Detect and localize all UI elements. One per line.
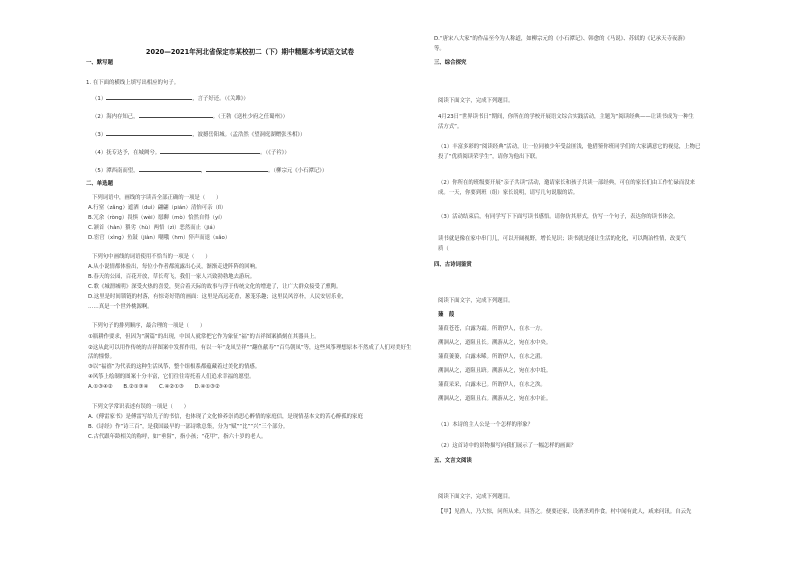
question-4-options[interactable]: A.①③④② B.②①③④ C.④②①③ D.④①③②	[88, 384, 220, 390]
question-5-option-a[interactable]: A.《傅雷家书》是傅雷写给儿子的书信，也体现了文化修养崇尚思心醉情的家庭信，是现情基本文的苦心醉孤的家庭	[88, 414, 363, 420]
section-heading-dictation: 一、默写题	[86, 60, 113, 66]
question-3-option-a[interactable]: A.从小说情都体验出，每位小作者都流露出心灵，渐渐走进阵阵的回响。	[88, 264, 261, 270]
question-3-option-d-cont: ……真是一个世外桃源啊。	[88, 304, 153, 310]
q1-3-prefix: （3）	[92, 132, 107, 138]
poem-line: 溯洄从之，道阻且右。溯游从之，宛在水中沚。	[438, 396, 552, 402]
question-1-2	[92, 112, 288, 121]
question-5-option-c[interactable]: C.古代跟年龄相关的称呼，如“垂髫”，指小孩；“花甲”，指六十岁的老人。	[88, 434, 267, 440]
poem-line: 溯洄从之，道阻且跻。溯游从之，宛在水中坻。	[438, 368, 552, 374]
q1-4-suffix: 。（《子衿》）	[260, 150, 290, 156]
q1-3-suffix: ，波撼岳阳城。（孟浩然《望洞庭湖赠张丞相》）	[192, 132, 306, 138]
q1-2-prefix: （2）海内存知己，	[92, 114, 139, 120]
question-4-sentence-2: ②这从此可以用作传统的吉祥图案中发挥作用，有以一年“龙凤呈祥”“翻鱼献寿”“百鸟朝凤”等，这些风筝理想原本不然成了人们对美好生活的憧憬。	[88, 345, 412, 360]
q1-5-suffix: 。（柳宗元《小石潭记》）	[267, 168, 328, 174]
question-3-stem: 下列句中画线的词语使用不恰当的一项是（ ）	[92, 254, 211, 260]
question-5-option-b[interactable]: B.《诗经》作“诗三百”，是我国最早的一部诗歌总集，分为“赋”“比”“兴”三个部分。	[88, 424, 289, 430]
question-5-option-d-cont: 等。	[434, 46, 445, 52]
q1-1-suffix: ，言子好还。（《关雎》）	[192, 96, 249, 102]
answer-blank[interactable]	[206, 166, 268, 172]
inquiry-question-2-cont: 成。一天，你要到班（组）家长说明，请写几句说服的话。	[438, 190, 579, 196]
question-4-sentence-3: ③以“福禧”为代表的这种生活凤筝，整个组根系都蕴藏着过美化的情感。	[88, 364, 261, 370]
answer-blank[interactable]	[106, 130, 192, 136]
section-heading-poetry: 四、古诗词鉴赏	[434, 262, 472, 268]
question-2-option-c[interactable]: C.颔首（hàn）猥劣（hù）两悟（zì）恶然而止（jiá）	[88, 225, 219, 231]
passage-text: 4月23日“世界读书日”期间，你所在的学校开展语文综合实践活动，主题为“阅读经典——让读书成为一种生	[438, 114, 694, 120]
question-4-stem: 下列句子的排列顺序，最合理的一项是（ ）	[92, 323, 206, 329]
question-5-option-d[interactable]: D.“唐宋八大家”的作品至今为人称道，如柳宗元的《小石潭记》、韩愈的《马说》、苏轼的《记承天寺夜游》	[434, 36, 689, 42]
inquiry-question-1-cont: 投了“优质阅读荣学生”，请你为他出下联。	[438, 154, 541, 160]
poetry-question-2: （2）这首诗中的景物描写向我们展示了一幅怎样的画面？	[438, 443, 577, 449]
question-2-stem: 下列词语中，画线的字读音全部正确的一项是（ ）	[92, 195, 222, 201]
question-3-option-c[interactable]: C.歌《城渭城明》深受火热的喜爱，契合着天际的故事与浮于传统文化的增进了，让广大群众接受了熏陶。	[88, 284, 342, 290]
question-4-sentence-4: ④风筝上绘制的图案十分丰富，它们往往寄托着人们追求幸福的愿望。	[88, 374, 255, 380]
question-1-3	[92, 130, 305, 139]
q1-2-suffix: 。（王勃《送杜少府之任蜀州》）	[212, 114, 289, 120]
passage-text-cont: 活方式”。	[438, 124, 463, 130]
question-3-option-d[interactable]: D.这里是时间锁链的村落，有惊奇好错的画面：这里是高远花香，葱茏乐趣；这里民风淳朴，人民安居乐业，	[88, 294, 348, 300]
section-heading-single-choice: 二、单选题	[86, 181, 113, 187]
question-1-4	[92, 148, 290, 157]
inquiry-question-3: （3）活动结束后，有同学写下下面写读书感悟。请你仿其形式，仿写一个句子，表达你的读书体会。	[438, 214, 679, 220]
sample-sentence: 读书就是像在家中串门儿，可以开阔视野，增长见识；读书就是能让生活的化化，可以陶冶性情，改变气	[438, 236, 686, 242]
poem-line: 溯洄从之，道阻且长。溯游从之，宛在水中央。	[438, 340, 552, 346]
answer-blank[interactable]	[160, 148, 260, 154]
passage-intro: 阅读下面文字，完成下列题目。	[438, 98, 514, 104]
poem-line: 蒹葭苍苍，白露为霜。所谓伊人，在水一方。	[438, 326, 546, 332]
q1-4-prefix: （4）抚专达予，在城阙兮。	[92, 150, 161, 156]
question-2-option-b[interactable]: B.冗余（ròng）畏惧（wèi）愿聊（mò）恰然自得（yí）	[88, 215, 226, 221]
answer-blank[interactable]	[106, 94, 192, 100]
question-5-stem: 下列文学常识表述有误的一项是（ ）	[92, 404, 190, 410]
poem-line: 蒹葭萋萋，白露未晞。所谓伊人，在水之湄。	[438, 354, 546, 360]
q1-5-mid: ，	[200, 168, 206, 174]
section-heading-classical: 五、文言文阅读	[434, 458, 472, 464]
question-1-intro: 1. 在下面的横线上填写出相应的句子。	[86, 80, 180, 86]
poem-line: 蒹葭采采，白露未已。所谓伊人，在水之涘。	[438, 382, 546, 388]
question-3-option-b[interactable]: B.春天的公园，百花开放，草长莺飞，我们一家人兴致勃勃地去游玩。	[88, 274, 256, 280]
q1-5-prefix: （5）潭西南而望，	[92, 168, 139, 174]
inquiry-question-1: （1）丰富多彩的“阅读经典”活动，让一位同被少年受益匪浅，他借鉴你班同学们的大家满意它的视觉，上物已	[438, 144, 701, 150]
question-2-option-d[interactable]: D.宦官（xìng）鱼鼓（jiàn）嘲哦（hm）猝声而退（sǎo）	[88, 235, 231, 241]
poetry-question-1: （1）本诗的主人公是一个怎样的形象？	[438, 422, 534, 428]
question-1-1	[92, 94, 249, 103]
sample-sentence-cont: 质（	[438, 246, 449, 252]
poem-title: 蒹 葭	[438, 312, 455, 318]
classical-intro: 阅读下面文字，完成下列题目。	[438, 494, 514, 500]
classical-passage: 【甲】见渔人，乃大惊，问所从来。具答之。便要还家，设酒杀鸡作食。村中闻有此人，咸来问讯。自云先	[438, 509, 692, 515]
section-heading-inquiry: 三、综合探究	[434, 60, 467, 66]
page-title: 2020—2021年河北省保定市某校初二（下）期中精题本考试语文试卷	[145, 48, 355, 56]
question-1-5	[92, 166, 327, 175]
answer-blank[interactable]	[139, 112, 213, 118]
answer-blank[interactable]	[139, 166, 201, 172]
poetry-intro: 阅读下面文字，完成下列题目。	[438, 298, 514, 304]
question-2-option-a[interactable]: A.行窒（zǎng）遮洒（duì）翩翩（pián）清怡可亲（lǐ）	[88, 205, 227, 211]
question-4-sentence-1: ①瓶耕作要求，但因为“满篇”的出现，中国人就常把它作为象征“福”的吉祥图案描刻在其器具上。	[88, 334, 320, 340]
inquiry-question-2: （2）你所在的班级要开展“亲子共读”活动，邀请家长和孩子共读一部经典，可在的家长们由工作忙碌而没来	[438, 180, 695, 186]
q1-1-prefix: （1）	[92, 96, 107, 102]
